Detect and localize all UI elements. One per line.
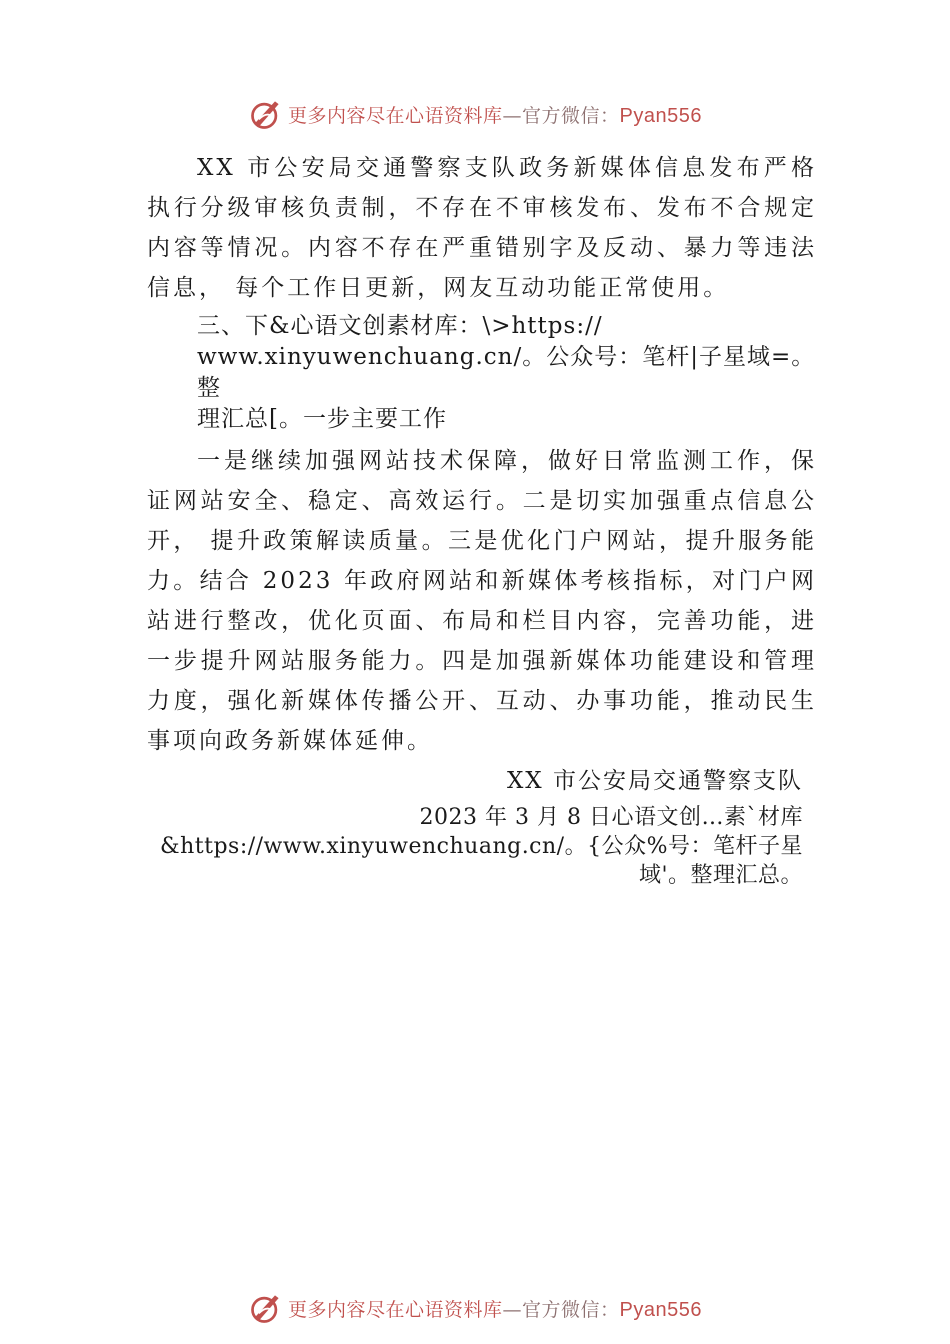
signature-org: XX 市公安局交通警察支队 xyxy=(506,768,803,794)
header-watermark xyxy=(0,94,950,134)
brush-logo-icon xyxy=(248,96,284,132)
paragraph-review: XX 市公安局交通警察支队政务新媒体信息发布严格执行分级审核负责制，不存在不审核发布、发布不合规定内容等情况。内容不存在严重错别字及反动、暴力等违法信息， 每个工作日更新，网友互动功能正常使用。 xyxy=(147,155,817,301)
brush-logo-icon xyxy=(248,1290,284,1326)
watermark-text: 更多内容尽在心语资料库—官方微信：Pyan556 xyxy=(288,104,702,127)
watermark-text: 更多内容尽在心语资料库—官方微信：Pyan556 xyxy=(288,1298,702,1321)
footer-watermark xyxy=(0,1288,950,1328)
signature-date: 2023 年 3 月 8 日心语文创…素`材库 &https://www.xinyuwenchuang.cn/。{公众%号：笔杆子星 域'。整理汇总。 xyxy=(160,805,803,888)
paragraph-main-work: 一是继续加强网站技术保障，做好日常监测工作，保证网站安全、稳定、高效运行。二是切实加强重点信息公开， 提升政策解读质量。三是优化门户网站，提升服务能力。结合 2023 年政府网站和新媒体考核指标，对门户网站进行整改，优化页面、布局和栏目内容，完善功能，进一步提升网站服务能力。四是加强新媒体功能建设和管理力度，强化新媒体传播公开、互动、办事功能，推动民生事项向政务新媒体延伸。 xyxy=(147,448,817,754)
section-heading: 三、下&心语文创素材库：\>https:// www.xinyuwenchuang.cn/。公众号：笔杆|子星域=。整 理汇总[。一步主要工作 xyxy=(197,313,816,432)
document-body xyxy=(147,148,817,890)
